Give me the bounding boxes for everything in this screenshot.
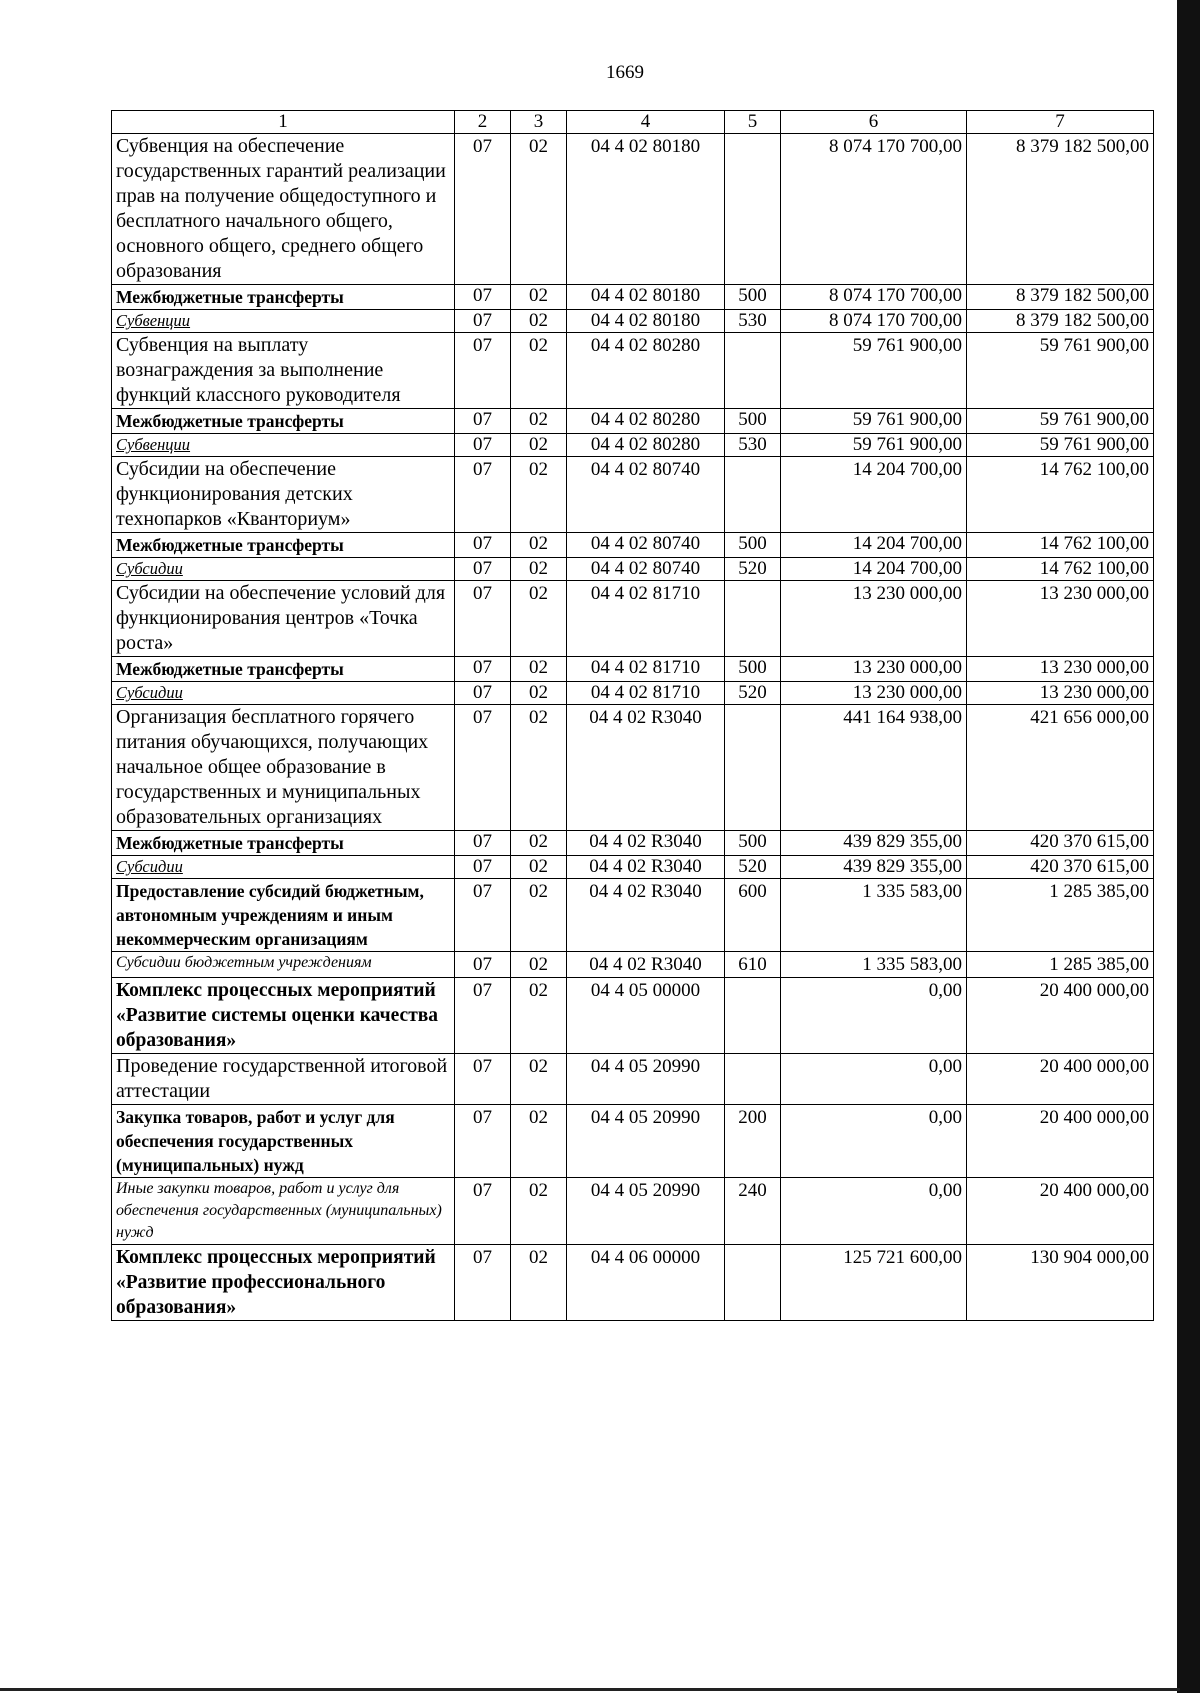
section-code-cell: 07 (455, 310, 511, 333)
expense-type-cell (725, 457, 781, 533)
row-name-cell: Предоставление субсидий бюджетным, автономным учреждениям и иным некоммерческим организациям (112, 879, 455, 952)
section-code-cell: 07 (455, 285, 511, 310)
section-code-cell: 07 (455, 457, 511, 533)
table-row (112, 1245, 1154, 1321)
target-article-cell: 04 4 02 80280 (567, 333, 725, 409)
subsection-code-cell: 02 (511, 856, 567, 879)
section-code-cell: 07 (455, 558, 511, 581)
amount-year1-cell: 439 829 355,00 (781, 856, 967, 879)
row-name-cell: Проведение государственной итоговой аттестации (112, 1054, 455, 1105)
amount-year2-cell: 8 379 182 500,00 (967, 134, 1154, 285)
target-article-cell: 04 4 05 00000 (567, 978, 725, 1054)
table-row (112, 1178, 1154, 1245)
expense-type-cell (725, 333, 781, 409)
expense-type-cell: 530 (725, 434, 781, 457)
amount-year2-cell: 421 656 000,00 (967, 705, 1154, 831)
target-article-cell: 04 4 05 20990 (567, 1054, 725, 1105)
budget-table (111, 110, 1154, 1321)
section-code-cell: 07 (455, 1178, 511, 1245)
expense-type-cell: 500 (725, 657, 781, 682)
table-row (112, 1105, 1154, 1178)
row-name-cell: Субвенция на обеспечение государственных гарантий реализации прав на получение общедоступного и бесплатного начального общего, основного общего, среднего общего образования (112, 134, 455, 285)
table-row (112, 533, 1154, 558)
amount-year1-cell: 59 761 900,00 (781, 409, 967, 434)
column-header: 7 (967, 111, 1154, 134)
subsection-code-cell: 02 (511, 409, 567, 434)
row-name-cell: Комплекс процессных мероприятий «Развитие системы оценки качества образования» (112, 978, 455, 1054)
target-article-cell: 04 4 05 20990 (567, 1105, 725, 1178)
target-article-cell: 04 4 05 20990 (567, 1178, 725, 1245)
table-row (112, 952, 1154, 978)
expense-type-cell: 520 (725, 682, 781, 705)
amount-year2-cell: 20 400 000,00 (967, 1105, 1154, 1178)
subsection-code-cell: 02 (511, 657, 567, 682)
column-header: 4 (567, 111, 725, 134)
table-header-row (112, 111, 1154, 134)
row-name-cell: Субсидии бюджетным учреждениям (112, 952, 455, 978)
subsection-code-cell: 02 (511, 581, 567, 657)
target-article-cell: 04 4 02 R3040 (567, 831, 725, 856)
row-name-cell: Межбюджетные трансферты (112, 533, 455, 558)
target-article-cell: 04 4 06 00000 (567, 1245, 725, 1321)
section-code-cell: 07 (455, 856, 511, 879)
expense-type-cell: 520 (725, 558, 781, 581)
target-article-cell: 04 4 02 80740 (567, 558, 725, 581)
table-row (112, 831, 1154, 856)
subsection-code-cell: 02 (511, 682, 567, 705)
table-row (112, 457, 1154, 533)
amount-year2-cell: 420 370 615,00 (967, 831, 1154, 856)
table-body (112, 134, 1154, 1321)
section-code-cell: 07 (455, 952, 511, 978)
row-name-cell: Субсидии на обеспечение условий для функционирования центров «Точка роста» (112, 581, 455, 657)
amount-year1-cell: 8 074 170 700,00 (781, 285, 967, 310)
row-name-cell: Субсидии на обеспечение функционирования детских технопарков «Кванториум» (112, 457, 455, 533)
table-row (112, 310, 1154, 333)
amount-year1-cell: 14 204 700,00 (781, 533, 967, 558)
row-name-cell: Субвенция на выплату вознаграждения за выполнение функций классного руководителя (112, 333, 455, 409)
expense-type-cell (725, 581, 781, 657)
section-code-cell: 07 (455, 831, 511, 856)
amount-year2-cell: 13 230 000,00 (967, 581, 1154, 657)
expense-type-cell (725, 134, 781, 285)
amount-year1-cell: 125 721 600,00 (781, 1245, 967, 1321)
scan-edge-bottom (0, 1688, 1180, 1691)
amount-year2-cell: 14 762 100,00 (967, 457, 1154, 533)
section-code-cell: 07 (455, 978, 511, 1054)
column-header: 3 (511, 111, 567, 134)
subsection-code-cell: 02 (511, 533, 567, 558)
amount-year1-cell: 59 761 900,00 (781, 333, 967, 409)
amount-year2-cell: 1 285 385,00 (967, 879, 1154, 952)
expense-type-cell (725, 978, 781, 1054)
target-article-cell: 04 4 02 80280 (567, 434, 725, 457)
amount-year2-cell: 20 400 000,00 (967, 1178, 1154, 1245)
row-name-cell: Межбюджетные трансферты (112, 831, 455, 856)
expense-type-cell: 240 (725, 1178, 781, 1245)
target-article-cell: 04 4 02 80740 (567, 533, 725, 558)
amount-year2-cell: 13 230 000,00 (967, 657, 1154, 682)
row-name-cell: Субсидии (112, 682, 455, 705)
subsection-code-cell: 02 (511, 1178, 567, 1245)
table-row (112, 879, 1154, 952)
row-name-cell: Закупка товаров, работ и услуг для обеспечения государственных (муниципальных) нужд (112, 1105, 455, 1178)
amount-year1-cell: 439 829 355,00 (781, 831, 967, 856)
amount-year1-cell: 1 335 583,00 (781, 952, 967, 978)
expense-type-cell (725, 1054, 781, 1105)
subsection-code-cell: 02 (511, 1105, 567, 1178)
subsection-code-cell: 02 (511, 457, 567, 533)
subsection-code-cell: 02 (511, 558, 567, 581)
target-article-cell: 04 4 02 80180 (567, 134, 725, 285)
row-name-cell: Межбюджетные трансферты (112, 409, 455, 434)
subsection-code-cell: 02 (511, 285, 567, 310)
target-article-cell: 04 4 02 R3040 (567, 705, 725, 831)
amount-year2-cell: 20 400 000,00 (967, 1054, 1154, 1105)
table-row (112, 409, 1154, 434)
table-row (112, 134, 1154, 285)
amount-year2-cell: 130 904 000,00 (967, 1245, 1154, 1321)
subsection-code-cell: 02 (511, 879, 567, 952)
table-row (112, 705, 1154, 831)
table-row (112, 856, 1154, 879)
table-row (112, 333, 1154, 409)
amount-year2-cell: 13 230 000,00 (967, 682, 1154, 705)
expense-type-cell (725, 705, 781, 831)
page-number: 1669 (606, 62, 644, 83)
amount-year1-cell: 0,00 (781, 978, 967, 1054)
table-row (112, 1054, 1154, 1105)
subsection-code-cell: 02 (511, 134, 567, 285)
section-code-cell: 07 (455, 879, 511, 952)
row-name-cell: Субсидии (112, 558, 455, 581)
table-row (112, 558, 1154, 581)
row-name-cell: Комплекс процессных мероприятий «Развитие профессионального образования» (112, 1245, 455, 1321)
amount-year1-cell: 8 074 170 700,00 (781, 310, 967, 333)
row-name-cell: Субвенции (112, 310, 455, 333)
amount-year1-cell: 14 204 700,00 (781, 457, 967, 533)
table-row (112, 285, 1154, 310)
amount-year1-cell: 59 761 900,00 (781, 434, 967, 457)
column-header: 5 (725, 111, 781, 134)
expense-type-cell: 600 (725, 879, 781, 952)
table-row (112, 978, 1154, 1054)
scan-edge-right (1177, 0, 1200, 1693)
amount-year1-cell: 13 230 000,00 (781, 581, 967, 657)
target-article-cell: 04 4 02 80180 (567, 310, 725, 333)
row-name-cell: Иные закупки товаров, работ и услуг для обеспечения государственных (муниципальных) нужд (112, 1178, 455, 1245)
subsection-code-cell: 02 (511, 310, 567, 333)
amount-year2-cell: 8 379 182 500,00 (967, 285, 1154, 310)
target-article-cell: 04 4 02 R3040 (567, 952, 725, 978)
section-code-cell: 07 (455, 409, 511, 434)
amount-year1-cell: 0,00 (781, 1105, 967, 1178)
expense-type-cell: 500 (725, 831, 781, 856)
amount-year2-cell: 59 761 900,00 (967, 434, 1154, 457)
subsection-code-cell: 02 (511, 831, 567, 856)
target-article-cell: 04 4 02 81710 (567, 682, 725, 705)
target-article-cell: 04 4 02 R3040 (567, 856, 725, 879)
target-article-cell: 04 4 02 R3040 (567, 879, 725, 952)
table-row (112, 682, 1154, 705)
amount-year2-cell: 59 761 900,00 (967, 409, 1154, 434)
subsection-code-cell: 02 (511, 705, 567, 831)
row-name-cell: Межбюджетные трансферты (112, 285, 455, 310)
row-name-cell: Субсидии (112, 856, 455, 879)
column-header: 1 (112, 111, 455, 134)
target-article-cell: 04 4 02 81710 (567, 581, 725, 657)
target-article-cell: 04 4 02 80280 (567, 409, 725, 434)
target-article-cell: 04 4 02 80180 (567, 285, 725, 310)
section-code-cell: 07 (455, 682, 511, 705)
subsection-code-cell: 02 (511, 952, 567, 978)
table-row (112, 434, 1154, 457)
amount-year1-cell: 0,00 (781, 1054, 967, 1105)
table-row (112, 581, 1154, 657)
expense-type-cell: 200 (725, 1105, 781, 1178)
table-row (112, 657, 1154, 682)
section-code-cell: 07 (455, 581, 511, 657)
expense-type-cell: 530 (725, 310, 781, 333)
amount-year1-cell: 441 164 938,00 (781, 705, 967, 831)
amount-year2-cell: 14 762 100,00 (967, 533, 1154, 558)
row-name-cell: Субвенции (112, 434, 455, 457)
amount-year2-cell: 8 379 182 500,00 (967, 310, 1154, 333)
subsection-code-cell: 02 (511, 978, 567, 1054)
amount-year1-cell: 14 204 700,00 (781, 558, 967, 581)
section-code-cell: 07 (455, 705, 511, 831)
section-code-cell: 07 (455, 134, 511, 285)
section-code-cell: 07 (455, 1245, 511, 1321)
amount-year1-cell: 13 230 000,00 (781, 657, 967, 682)
amount-year2-cell: 20 400 000,00 (967, 978, 1154, 1054)
section-code-cell: 07 (455, 657, 511, 682)
subsection-code-cell: 02 (511, 434, 567, 457)
target-article-cell: 04 4 02 81710 (567, 657, 725, 682)
amount-year1-cell: 1 335 583,00 (781, 879, 967, 952)
expense-type-cell: 500 (725, 533, 781, 558)
amount-year2-cell: 420 370 615,00 (967, 856, 1154, 879)
expense-type-cell: 500 (725, 409, 781, 434)
column-header: 6 (781, 111, 967, 134)
subsection-code-cell: 02 (511, 333, 567, 409)
section-code-cell: 07 (455, 533, 511, 558)
subsection-code-cell: 02 (511, 1245, 567, 1321)
target-article-cell: 04 4 02 80740 (567, 457, 725, 533)
amount-year2-cell: 59 761 900,00 (967, 333, 1154, 409)
column-header: 2 (455, 111, 511, 134)
subsection-code-cell: 02 (511, 1054, 567, 1105)
expense-type-cell: 610 (725, 952, 781, 978)
section-code-cell: 07 (455, 333, 511, 409)
row-name-cell: Межбюджетные трансферты (112, 657, 455, 682)
section-code-cell: 07 (455, 1105, 511, 1178)
row-name-cell: Организация бесплатного горячего питания обучающихся, получающих начальное общее образование в государственных и муниципальных образовательных организациях (112, 705, 455, 831)
amount-year1-cell: 0,00 (781, 1178, 967, 1245)
amount-year1-cell: 8 074 170 700,00 (781, 134, 967, 285)
amount-year2-cell: 14 762 100,00 (967, 558, 1154, 581)
section-code-cell: 07 (455, 434, 511, 457)
amount-year2-cell: 1 285 385,00 (967, 952, 1154, 978)
expense-type-cell (725, 1245, 781, 1321)
amount-year1-cell: 13 230 000,00 (781, 682, 967, 705)
section-code-cell: 07 (455, 1054, 511, 1105)
expense-type-cell: 500 (725, 285, 781, 310)
expense-type-cell: 520 (725, 856, 781, 879)
